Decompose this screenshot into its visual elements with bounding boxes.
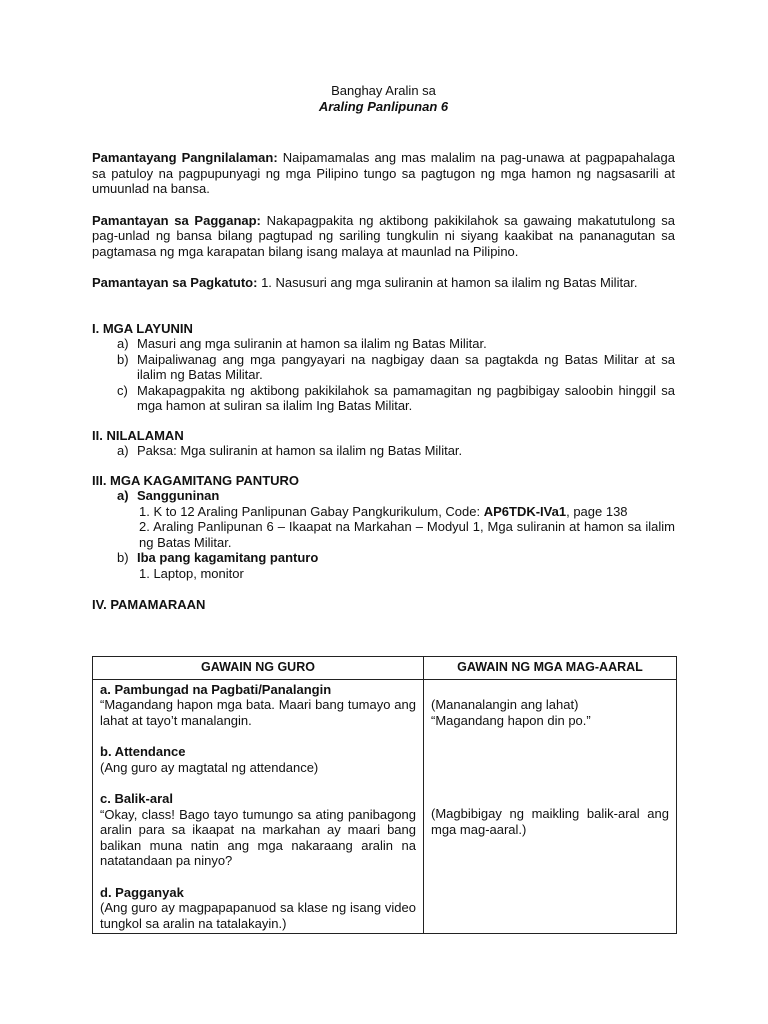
step-d-text: (Ang guro ay magpapapanuod sa klase ng isang video tungkol sa aralin na tatalakayin.) bbox=[100, 900, 416, 931]
item-marker: b) bbox=[117, 351, 129, 367]
list-item bbox=[117, 352, 675, 383]
ref1-text: 1. K to 12 Araling Panlipunan Gabay Pangkurikulum, Code: bbox=[139, 503, 484, 519]
document-title bbox=[92, 83, 675, 114]
step-b-text: (Ang guro ay magtatal ng attendance) bbox=[100, 759, 319, 775]
student-a-line2: “Magandang hapon din po.” bbox=[431, 712, 591, 728]
step-a-heading: a. Pambungad na Pagbati/Panalangin bbox=[100, 681, 332, 697]
step-c-heading: c. Balik-aral bbox=[100, 791, 173, 806]
pagkatuto-text: 1. Nasusuri ang mga suliranin at hamon sa ilalim ng Batas Militar. bbox=[257, 275, 638, 290]
item-text: Paksa: Mga suliranin at hamon sa ilalim ng Batas Militar. bbox=[137, 443, 463, 458]
item-marker: a) bbox=[117, 488, 129, 503]
reference-1 bbox=[139, 504, 675, 520]
pamantayang-pangnilalaman bbox=[92, 150, 675, 197]
section-pamamaraan bbox=[92, 597, 675, 613]
step-a-text: “Magandang hapon mga bata. Maari bang tumayo ang lahat at tayo’t manalangin. bbox=[100, 697, 416, 728]
table-header-row bbox=[93, 657, 677, 680]
col-header-magaaral: GAWAIN NG MGA MAG-AARAL bbox=[424, 657, 677, 680]
pamantayan-sa-pagganap bbox=[92, 213, 675, 260]
item-marker: a) bbox=[117, 336, 129, 351]
pamantayan-sa-pagkatuto bbox=[92, 275, 675, 291]
item-marker: c) bbox=[117, 382, 128, 398]
list-item bbox=[117, 383, 675, 414]
title-line-2: Araling Panlipunan 6 bbox=[318, 98, 449, 114]
section-nilalaman bbox=[92, 428, 675, 459]
pagganap-text: Nakapagpakita ng aktibong pakikilahok sa gawaing makatutulong sa pag-unlad ng bansa bilang pagtupad ng sariling tungkulin ni siyang kaakibat na pananagutan sa pagtamasa ng mga karapatan bilang isang malaya at maunlad na Pilipino. bbox=[92, 212, 675, 259]
list-item bbox=[117, 336, 675, 352]
guro-cell bbox=[93, 679, 424, 934]
pangnilalaman-text: Naipamamalas ang mas malalim na pag-unawa at pagpapahalaga sa patuloy na pagpupunyagi ng mga Pilipino tungo sa pagtugon ng mga hamon ng nagsasarili at umuunlad na bansa. bbox=[92, 150, 675, 196]
lesson-plan-document bbox=[92, 83, 675, 613]
kagamitan-item: 1. Laptop, monitor bbox=[139, 565, 244, 581]
list-item bbox=[117, 488, 675, 504]
item-text: Masuri ang mga suliranin at hamon sa ilalim ng Batas Militar. bbox=[137, 336, 487, 351]
step-c-text: “Okay, class! Bago tayo tumungo sa ating panibagong aralin para sa ikaapat na markahan ay maari bang balikan muna natin ang mga nakaraang aralin na natatandaan pa ninyo? bbox=[100, 806, 416, 868]
table-row bbox=[93, 679, 677, 934]
magaaral-cell bbox=[424, 679, 677, 934]
pagganap-label: Pamantayan sa Pagganap: bbox=[92, 212, 261, 228]
pamamaraan-table bbox=[92, 656, 677, 934]
layunin-heading: I. MGA LAYUNIN bbox=[92, 320, 193, 336]
step-d-heading: d. Pagganyak bbox=[100, 884, 184, 900]
nilalaman-heading: II. NILALAMAN bbox=[92, 427, 184, 443]
step-b-heading: b. Attendance bbox=[100, 744, 186, 759]
curriculum-code: AP6TDK-IVa1 bbox=[483, 503, 567, 519]
item-marker: b) bbox=[117, 550, 129, 565]
student-c-text: (Magbibigay ng maikling balik-aral ang mga mag-aaral.) bbox=[431, 806, 669, 837]
section-layunin bbox=[92, 321, 675, 414]
item-text: Makapagpakita ng aktibong pakikilahok sa pamamagitan ng pagbibigay saloobin hinggil sa mga hamon at suliran sa ilalim Ing Batas Militar. bbox=[137, 382, 675, 413]
reference-2: 2. Araling Panlipunan 6 – Ikaapat na Markahan – Modyul 1, Mga suliranin at hamon sa ilalim ng Batas Militar. bbox=[139, 519, 675, 550]
item-text: Maipaliwanag ang mga pangyayari na nagbigay daan sa pagtakda ng Batas Militar at sa ilalim ng Batas Militar. bbox=[137, 351, 675, 382]
list-item bbox=[117, 550, 675, 566]
iba-pang-kagamitan-label: Iba pang kagamitang panturo bbox=[137, 550, 319, 565]
ref1-page: , page 138 bbox=[566, 503, 628, 519]
col-header-guro: GAWAIN NG GURO bbox=[93, 657, 424, 680]
title-line-1: Banghay Aralin sa bbox=[331, 83, 436, 98]
pangnilalaman-label: Pamantayang Pangnilalaman: bbox=[92, 150, 278, 165]
sanggunian-label: Sangguninan bbox=[137, 488, 220, 503]
section-kagamitan bbox=[92, 473, 675, 582]
student-a-line1: (Mananalangin ang lahat) bbox=[431, 697, 579, 712]
pagkatuto-label: Pamantayan sa Pagkatuto: bbox=[92, 275, 258, 290]
list-item bbox=[117, 443, 675, 459]
kagamitan-heading: III. MGA KAGAMITANG PANTURO bbox=[92, 472, 300, 488]
item-marker: a) bbox=[117, 443, 129, 458]
pamamaraan-heading: IV. PAMAMARAAN bbox=[92, 597, 206, 612]
